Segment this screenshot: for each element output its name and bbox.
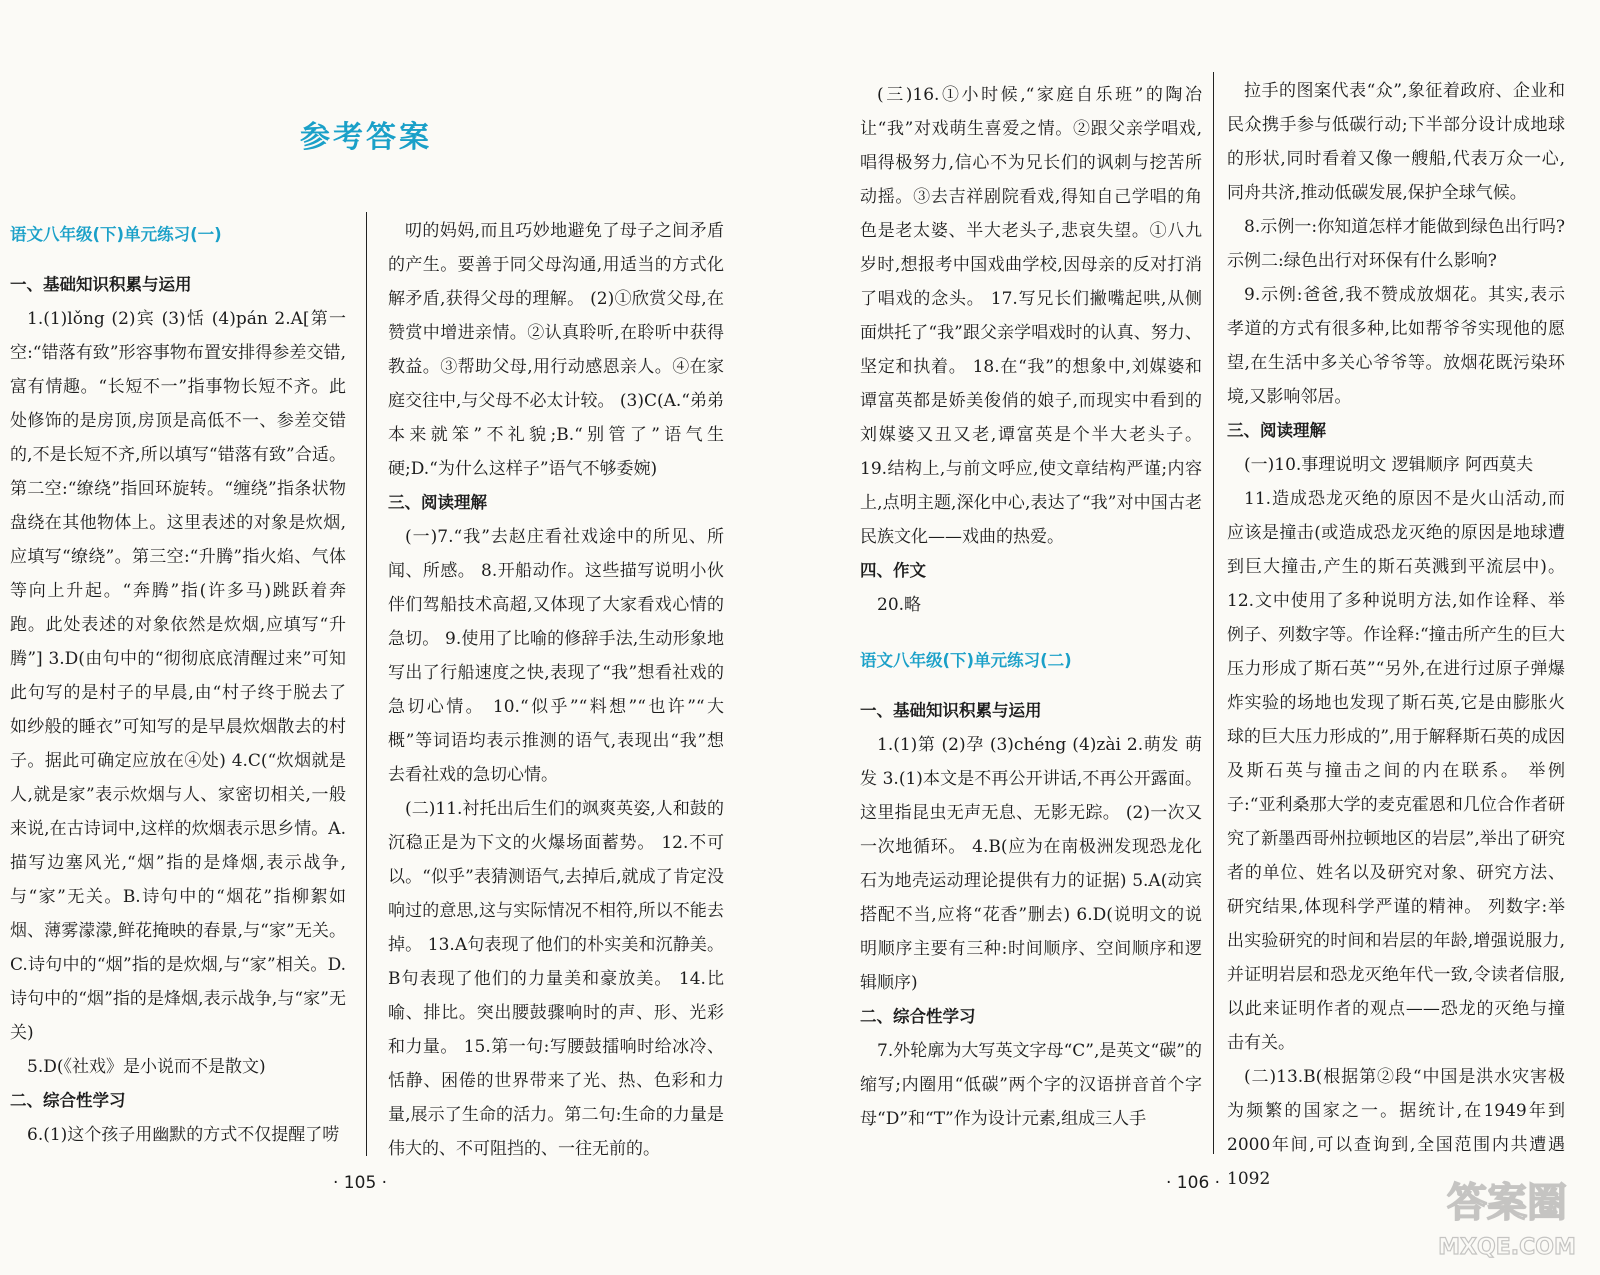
watermark-logo-icon — [1432, 1168, 1582, 1268]
unit-heading: 语文八年级(下)单元练习(二) — [860, 651, 1072, 670]
section-heading: 二、综合性学习 — [10, 1091, 126, 1110]
right-page — [800, 0, 1600, 1275]
page-number: · 106 · — [1166, 1173, 1221, 1193]
answer-paragraph: 拉手的图案代表“众”,象征着政府、企业和民众携手参与低碳行动;下半部分设计成地球的形状,同时看着又像一艘船,代表万众一心,同舟共济,推动低碳发展,保护全球气候。 — [1227, 81, 1565, 203]
answer-paragraph: (三)16.①小时候,“家庭自乐班”的陶冶让“我”对戏萌生喜爱之情。②跟父亲学唱戏,唱得极努力,信心不为兄长们的讽刺与挖苦所动摇。③去吉祥剧院看戏,得知自己学唱的角色是老太婆、半大老头子,悲哀失望。①八九岁时,想报考中国戏曲学校,因母亲的反对打消了唱戏的念头。 17.写兄长们撇嘴起哄,从侧面烘托了“我”跟父亲学唱戏时的认真、努力、坚定和执着。 18.在“我”的想象中,刘媒婆和谭富英都是娇美俊俏的娘子,而现实中看到的刘媒婆又丑又老,谭富英是个半大老头子。 19.结构上,与前文呼应,使文章结构严谨;内容上,点明主题,深化中心,表达了“我”对中国古老民族文化——戏曲的热爱。 — [860, 85, 1202, 547]
answer-paragraph: 11.造成恐龙灭绝的原因不是火山活动,而应该是撞击(或造成恐龙灭绝的原因是地球遭到巨大撞击,产生的斯石英溅到平流层中)。 12.文中使用了多种说明方法,如作诠释、举例子、列数字等。作诠释:“撞击所产生的巨大压力形成了斯石英”“另外,在进行过原子弹爆炸实验的场地也发现了斯石英,它是由膨胀火球的巨大压力形成的”,用于解释斯石英的成因及斯石英与撞击之间的内在联系。 举例子:“亚利桑那大学的麦克霍恩和几位合作者研究了新墨西哥州拉顿地区的岩层”,举出了研究者的单位、姓名以及研究对象、研究方法、研究结果,体现科学严谨的精神。 列数字:举出实验研究的时间和岩层的年龄,增强说服力,并证明岩层和恐龙灭绝年代一致,令读者信服,以此来证明作者的观点——恐龙的灭绝与撞击有关。 — [1227, 489, 1565, 1053]
section-heading: 三、阅读理解 — [1227, 421, 1326, 440]
watermark-main: 答案圈 — [1447, 1180, 1567, 1226]
answer-paragraph: 1.(1)lǒng (2)宾 (3)恬 (4)pán 2.A[第一空:“错落有致”形容事物布置安排得参差交错,富有情趣。“长短不一”指事物长短不齐。此处修饰的是房顶,房顶是高低不一、参差交错的,不是长短不齐,所以填写“错落有致”合适。第二空:“缭绕”指回环旋转。“缠绕”指条状物盘绕在其他物体上。这里表述的对象是炊烟,应填写“缭绕”。第三空:“升腾”指火焰、气体等向上升起。“奔腾”指(许多马)跳跃着奔跑。此处表述的对象依然是炊烟,应填写“升腾”] 3.D(由句中的“彻彻底底清醒过来”可知此句写的是村子的早晨,由“村子终于脱去了如纱般的睡衣”可知写的是早晨炊烟散去的村子。据此可确定应放在④处) 4.C(“炊烟就是人,就是家”表示炊烟与人、家密切相关,一般来说,在古诗词中,这样的炊烟表示思乡情。A.描写边塞风光,“烟”指的是烽烟,表示战争,与“家”无关。B.诗句中的“烟花”指柳絮如烟、薄雾濛濛,鲜花掩映的春景,与“家”无关。C.诗句中的“烟”指的是炊烟,与“家”相关。D.诗句中的“烟”指的是烽烟,表示战争,与“家”无关) — [10, 309, 346, 1043]
answer-paragraph: 5.D(《社戏》是小说而不是散文) — [27, 1057, 266, 1077]
answer-paragraph: (一)10.事理说明文 逻辑顺序 阿西莫夫 — [1244, 455, 1534, 475]
answer-paragraph: 8.示例一:你知道怎样才能做到绿色出行吗? 示例二:绿色出行对环保有什么影响? — [1227, 217, 1565, 271]
left-column-1 — [10, 218, 346, 1152]
watermark-sub: MXQE.COM — [1438, 1235, 1576, 1260]
answer-paragraph: 9.示例:爸爸,我不赞成放烟花。其实,表示孝道的方式有很多种,比如帮爷爷实现他的愿望,在生活中多关心爷爷等。放烟花既污染环境,又影响邻居。 — [1227, 285, 1565, 407]
column-divider — [1213, 72, 1214, 1154]
left-column-2 — [388, 214, 724, 1166]
answer-paragraph: (二)11.衬托出后生们的飒爽英姿,人和鼓的沉稳正是为下文的火爆场面蓄势。 12.不可以。“似乎”表猜测语气,去掉后,就成了肯定没响过的意思,这与实际情况不相符,所以不能去掉。 13.A句表现了他们的朴实美和沉静美。B句表现了他们的力量美和豪放美。 14.比喻、排比。突出腰鼓骤响时的声、形、光彩和力量。 15.第一句:写腰鼓擂响时给冰冷、恬静、困倦的世界带来了光、热、色彩和力量,展示了生命的活力。第二句:生命的力量是伟大的、不可阻挡的、一往无前的。 — [388, 799, 724, 1159]
column-divider — [366, 212, 367, 1156]
section-heading: 三、阅读理解 — [388, 493, 487, 512]
answer-paragraph: (二)13.B(根据第②段“中国是洪水灾害极为频繁的国家之一。据统计,在1949年到2000年间,可以查询到,全国范围内共遭遇1092 — [1227, 1067, 1565, 1189]
page-number: · 105 · — [333, 1173, 388, 1193]
page-title: 参考答案 — [300, 120, 432, 155]
section-heading: 二、综合性学习 — [860, 1007, 976, 1026]
section-heading: 一、基础知识积累与运用 — [860, 701, 1042, 720]
right-column-1 — [860, 78, 1202, 1136]
unit-heading: 语文八年级(下)单元练习(一) — [10, 225, 222, 244]
section-heading: 一、基础知识积累与运用 — [10, 275, 192, 294]
right-column-2 — [1227, 74, 1565, 1196]
answer-paragraph: 叨的妈妈,而且巧妙地避免了母子之间矛盾的产生。要善于同父母沟通,用适当的方式化解矛盾,获得父母的理解。 (2)①欣赏父母,在赞赏中增进亲情。②认真聆听,在聆听中获得教益。③帮助父母,用行动感恩亲人。④在家庭交往中,与父母不必太计较。 (3)C(A.“弟弟本来就笨”不礼貌;B.“别管了”语气生硬;D.“为什么这样子”语气不够委婉) — [388, 221, 724, 479]
answer-paragraph: 1.(1)第 (2)孕 (3)chéng (4)zài 2.萌发 萌发 3.(1)本文是不再公开讲话,不再公开露面。这里指昆虫无声无息、无影无踪。 (2)一次又一次地循环。 4.B(应为在南极洲发现恐龙化石为地壳运动理论提供有力的证据) 5.A(动宾搭配不当,应将“花香”删去) 6.D(说明文的说明顺序主要有三种:时间顺序、空间顺序和逻辑顺序) — [860, 735, 1202, 993]
answer-paragraph: (一)7.“我”去赵庄看社戏途中的所见、所闻、所感。 8.开船动作。这些描写说明小伙伴们驾船技术高超,又体现了大家看戏心情的急切。 9.使用了比喻的修辞手法,生动形象地写出了行船速度之快,表现了“我”想看社戏的急切心情。 10.“似乎”“料想”“也许”“大概”等词语均表示推测的语气,表现出“我”想去看社戏的急切心情。 — [388, 527, 724, 785]
section-heading: 四、作文 — [860, 561, 926, 580]
answer-paragraph: 20.略 — [877, 595, 922, 615]
answer-paragraph: 7.外轮廓为大写英文字母“C”,是英文“碳”的缩写;内圈用“低碳”两个字的汉语拼音首个字母“D”和“T”作为设计元素,组成三人手 — [860, 1041, 1202, 1129]
answer-paragraph: 6.(1)这个孩子用幽默的方式不仅提醒了唠 — [27, 1125, 340, 1145]
